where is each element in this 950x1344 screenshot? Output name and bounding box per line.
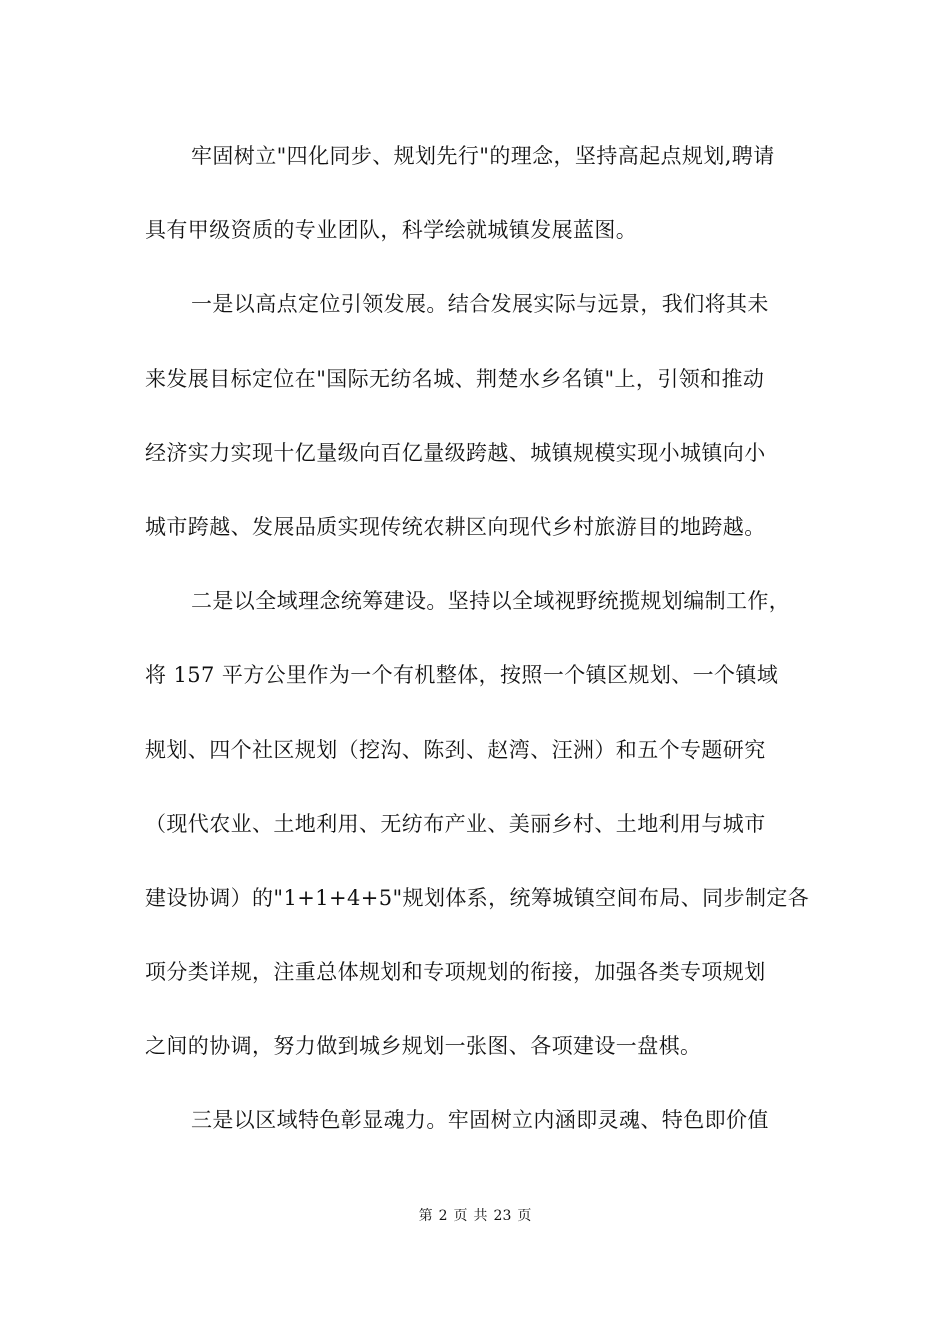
text-line: 建设协调）的"1+1+4+5"规划体系，统筹城镇空间布局、同步制定各 [145,885,810,910]
text-line: （现代农业、土地利用、无纺布产业、美丽乡村、土地利用与城市 [145,811,766,836]
text-line: 牢固树立"四化同步、规划先行"的理念，坚持高起点规划,聘请 [191,144,775,168]
text-line: 城市跨越、发展品质实现传统农耕区向现代乡村旅游目的地跨越。 [145,514,766,539]
total-prefix: 共 [473,1208,488,1224]
page-unit: 页 [453,1208,468,1224]
text-line: 之间的协调，努力做到城乡规划一张图、各项建设一盘棋。 [145,1034,702,1059]
document-body [145,130,810,1169]
total-page-count: 23 [493,1208,512,1224]
text-line: 一是以高点定位引领发展。结合发展实际与远景，我们将其未 [191,292,769,317]
text-line: 具有甲级资质的专业团队，科学绘就城镇发展蓝图。 [145,218,638,243]
text-line: 三是以区域特色彰显魂力。牢固树立内涵即灵魂、特色即价值 [191,1108,769,1133]
text-line: 规划、四个社区规划（挖沟、陈刭、赵湾、汪洲）和五个专题研究 [145,737,766,762]
page-footer [0,1206,950,1226]
text-line: 将 157 平方公里作为一个有机整体，按照一个镇区规划、一个镇域 [145,663,779,688]
text-line: 项分类详规，注重总体规划和专项规划的衔接，加强各类专项规划 [145,960,766,985]
text-line: 来发展目标定位在"国际无纺名城、荆楚水乡名镇"上，引领和推动 [145,366,765,391]
current-page-number: 2 [438,1208,448,1224]
text-line: 二是以全域理念统筹建设。坚持以全域视野统揽规划编制工作， [191,589,791,614]
page-prefix: 第 [418,1208,433,1224]
text-line: 经济实力实现十亿量级向百亿量级跨越、城镇规模实现小城镇向小 [145,440,766,465]
total-unit: 页 [517,1208,532,1224]
